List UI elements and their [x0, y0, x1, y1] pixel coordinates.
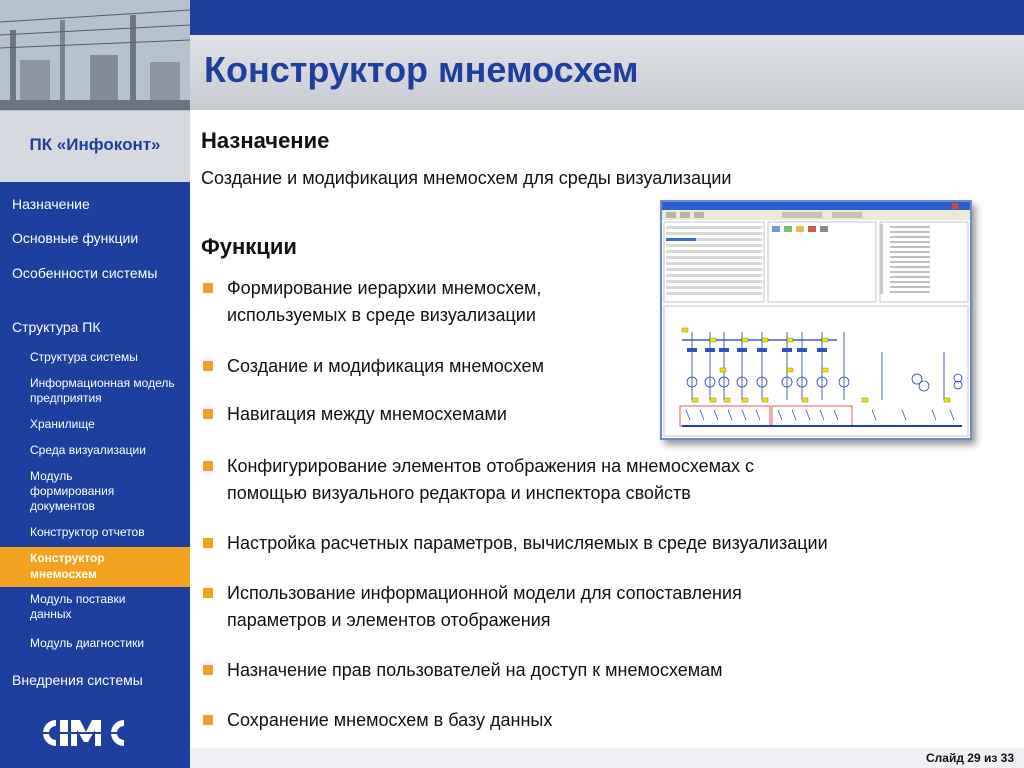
sidebar-item-label: Конструктор мнемосхем: [30, 551, 105, 581]
bullet-marker: [203, 461, 213, 471]
sidebar-item-storage[interactable]: Хранилище: [30, 417, 95, 431]
sidebar-item-mnemo-designer[interactable]: [0, 547, 190, 587]
bullet-marker: [203, 361, 213, 371]
sidebar-item-doc-module[interactable]: Модуль формирования документов: [30, 469, 115, 513]
sidebar-item-visualization[interactable]: Среда визуализации: [30, 443, 146, 457]
sidebar-item-pk-structure[interactable]: Структура ПК: [12, 319, 101, 335]
bullet-item: Сохранение мнемосхем в базу данных: [227, 710, 553, 730]
bullet-item: Навигация между мнемосхемами: [227, 404, 507, 424]
company-name: ПК «Инфоконт»: [29, 135, 161, 154]
footer-bar: [190, 748, 1024, 768]
bullet-item: Конфигурирование элементов отображения на мнемосхемах с помощью визуального редактора и инспектора свойств: [227, 456, 755, 503]
bullet-marker: [203, 283, 213, 293]
cms-logo: [38, 716, 138, 755]
page-title: Конструктор мнемосхем: [204, 49, 639, 90]
sidebar-item-deployments[interactable]: Внедрения системы: [12, 672, 143, 688]
bullet-item: Настройка расчетных параметров, вычисляемых в среде визуализации: [227, 533, 828, 553]
bullet-marker: [203, 588, 213, 598]
company-box: [0, 110, 190, 182]
bullet-marker: [203, 538, 213, 548]
sidebar-item-data-supply[interactable]: Модуль поставки данных: [30, 592, 126, 621]
bullet-marker: [203, 409, 213, 419]
bullet-marker: [203, 715, 213, 725]
sidebar-item-purpose[interactable]: Назначение: [12, 196, 90, 212]
editor-screenshot: [660, 200, 972, 440]
purpose-heading: Назначение: [201, 128, 330, 153]
sidebar-item-info-model[interactable]: Информационная модель предприятия: [30, 376, 175, 405]
title-band: [190, 35, 1024, 110]
bullet-item: Создание и модификация мнемосхем: [227, 356, 544, 376]
sidebar-item-main-functions[interactable]: Основные функции: [12, 230, 139, 246]
sidebar-item-report-designer[interactable]: Конструктор отчетов: [30, 525, 145, 539]
bullet-item: Формирование иерархии мнемосхем, используемых в среде визуализации: [227, 278, 542, 325]
sidebar-item-features[interactable]: Особенности системы: [12, 265, 158, 281]
bullet-marker: [203, 665, 213, 675]
sidebar-item-system-structure[interactable]: Структура системы: [30, 350, 138, 364]
bullet-item: Использование информационной модели для сопоставления параметров и элементов отображения: [227, 583, 742, 630]
purpose-text: Создание и модификация мнемосхем для среды визуализации: [201, 168, 732, 188]
functions-heading: Функции: [201, 234, 297, 259]
slide-number: Слайд 29 из 33: [926, 751, 1014, 765]
bullet-item: Назначение прав пользователей на доступ к мнемосхемам: [227, 660, 723, 680]
header-strip: [190, 0, 1024, 35]
sidebar-item-diagnostics[interactable]: Модуль диагностики: [30, 636, 145, 650]
substation-photo: [0, 0, 190, 110]
